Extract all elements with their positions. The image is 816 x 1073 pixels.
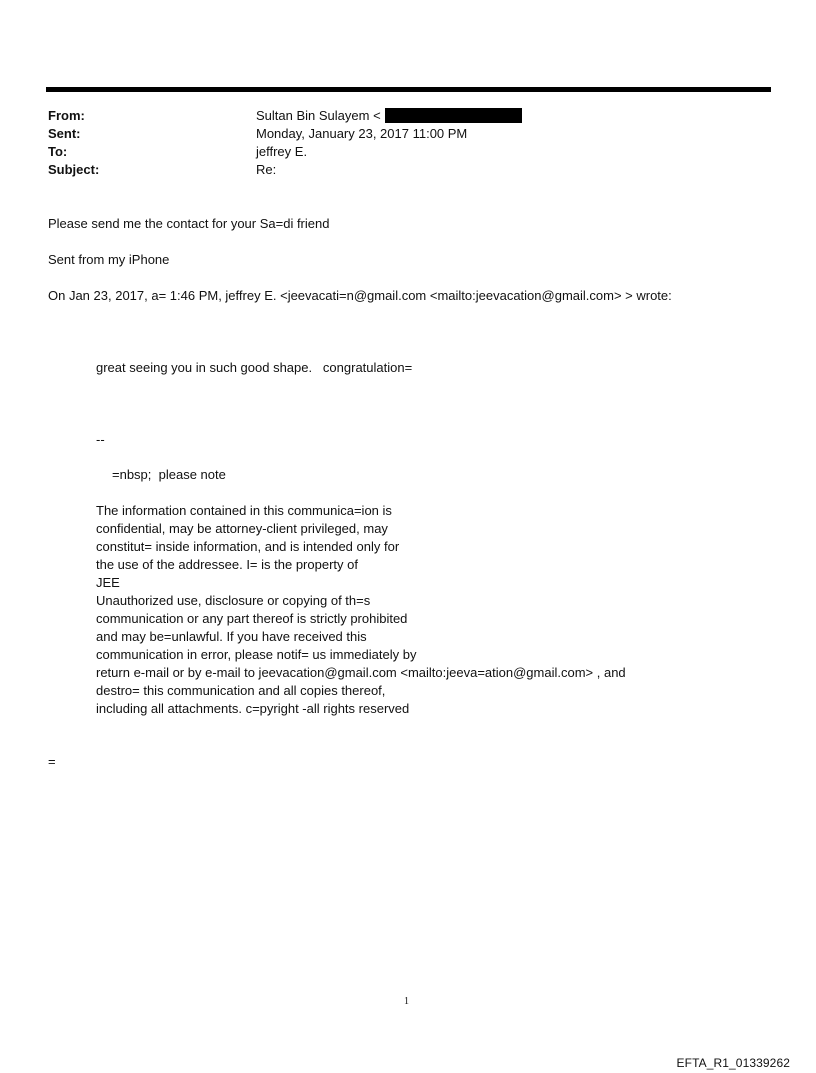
disclaimer-line: communication or any part thereof is strictly prohibited — [96, 611, 408, 626]
quoted-text: =nbsp; please note — [112, 467, 226, 482]
to-label: To: — [48, 144, 68, 159]
subject-value: Re: — [256, 162, 277, 177]
disclaimer-line: communication in error, please notif= us immediately by — [96, 647, 417, 662]
disclaimer-line: return e-mail or by e-mail to jeevacation@gmail.com <mailto:jeeva=ation@gmail.com> , and — [96, 665, 626, 680]
disclaimer-line: and may be=unlawful. If you have received this — [96, 629, 367, 644]
disclaimer-line: including all attachments. c=pyright -all rights reserved — [96, 701, 410, 716]
disclaimer-line: JEE — [96, 575, 120, 590]
body-line: Please send me the contact for your Sa=di friend — [48, 216, 330, 231]
disclaimer-line: confidential, may be attorney-client privileged, may — [96, 521, 388, 536]
trailing-char: = — [48, 754, 56, 769]
to-value: jeffrey E. — [256, 144, 308, 159]
disclaimer-line: Unauthorized use, disclosure or copying of th=s — [96, 593, 371, 608]
quoted-text: great seeing you in such good shape. congratulation= — [96, 360, 413, 375]
disclaimer-line: The information contained in this communica=ion is — [96, 503, 392, 518]
sent-value: Monday, January 23, 2017 11:00 PM — [256, 126, 468, 141]
disclaimer-line: the use of the addressee. I= is the property of — [96, 557, 358, 572]
from-label: From: — [48, 108, 85, 123]
signature-separator: -- — [96, 432, 105, 447]
header-divider — [46, 87, 771, 92]
page-number: 1 — [404, 996, 409, 1007]
quote-attribution: On Jan 23, 2017, a= 1:46 PM, jeffrey E. <jeevacati=n@gmail.com <mailto:jeevacation@gmail.com> > wrote: — [48, 288, 672, 303]
disclaimer-line: destro= this communication and all copies thereof, — [96, 683, 386, 698]
sent-label: Sent: — [48, 126, 81, 141]
redaction-box — [385, 108, 522, 123]
body-line: Sent from my iPhone — [48, 252, 170, 267]
from-name: Sultan Bin Sulayem < — [256, 108, 381, 123]
disclaimer-line: constitut= inside information, and is intended only for — [96, 539, 400, 554]
subject-label: Subject: — [48, 162, 100, 177]
from-value — [256, 107, 522, 125]
bates-number: EFTA_R1_01339262 — [676, 1056, 790, 1070]
